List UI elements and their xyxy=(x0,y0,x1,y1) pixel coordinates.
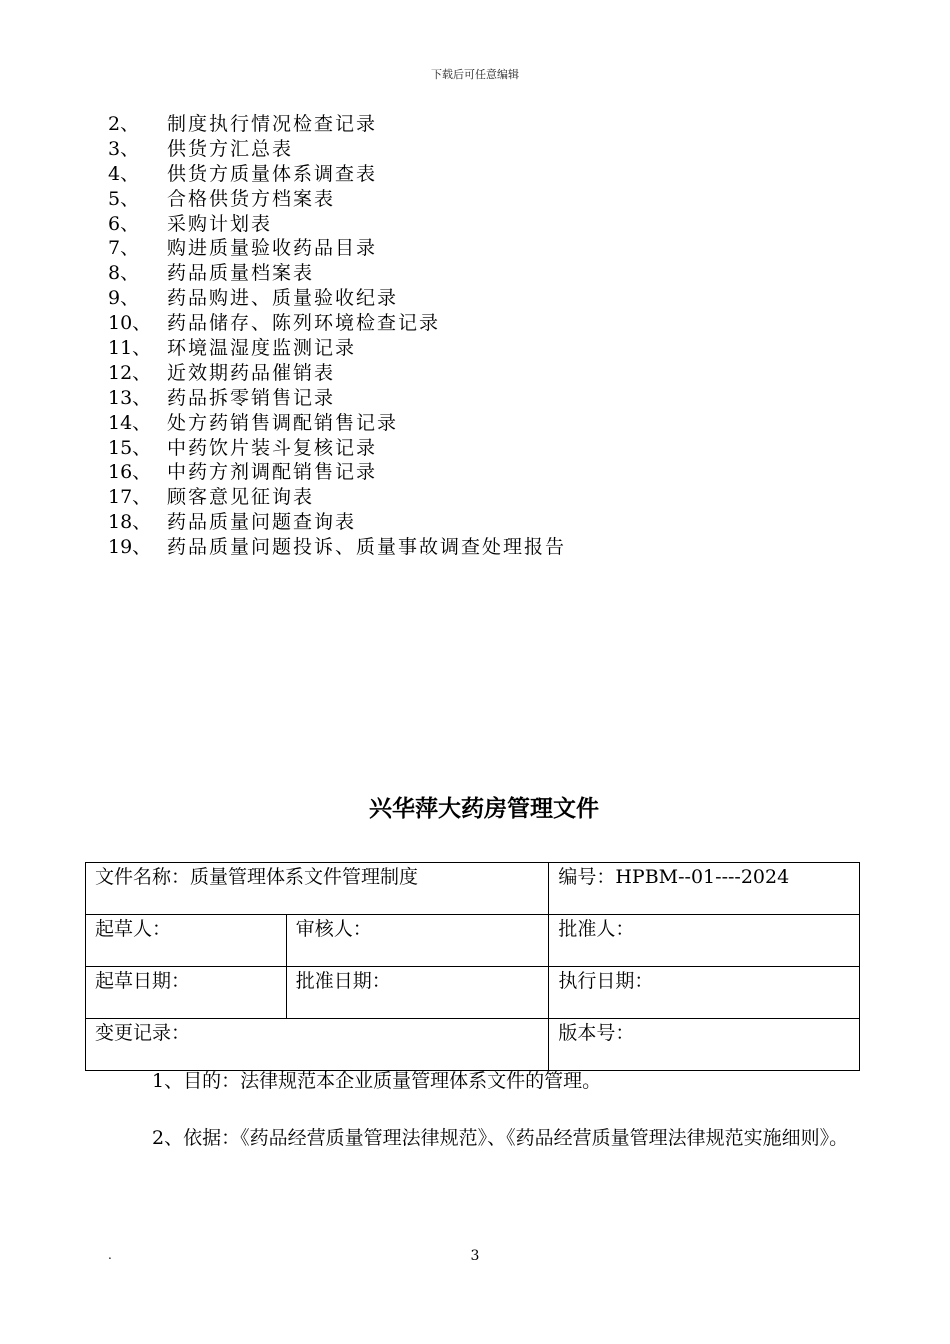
list-item-number: 9、 xyxy=(108,287,140,310)
drafter-cell: 起草人： xyxy=(86,915,287,967)
list-item-number: 14、 xyxy=(108,411,152,434)
document-number-cell: 编号：HPBM--01----2024 xyxy=(549,863,860,915)
list-item-number: 2、 xyxy=(108,113,140,135)
list-item xyxy=(108,261,566,286)
records-list xyxy=(108,112,566,560)
footer-dot: . xyxy=(108,1248,112,1262)
list-item-number: 16、 xyxy=(108,461,152,484)
effective-date-cell: 执行日期： xyxy=(549,967,860,1019)
approver-cell: 批准人： xyxy=(549,915,860,967)
list-item-text: 顾客意见征询表 xyxy=(167,486,315,509)
draft-date-cell: 起草日期： xyxy=(86,967,287,1019)
list-item-text: 购进质量验收药品目录 xyxy=(167,237,378,260)
table-row xyxy=(86,1019,860,1071)
basis-paragraph: 2、依据：《药品经营质量管理法律规范》、《药品经营质量管理法律规范实施细则》。 xyxy=(152,1127,849,1149)
table-row xyxy=(86,967,860,1019)
list-item-number: 7、 xyxy=(108,237,140,260)
list-item-text: 近效期药品催销表 xyxy=(167,361,336,384)
list-item-number: 17、 xyxy=(108,486,152,509)
purpose-paragraph: 1、目的：法律规范本企业质量管理体系文件的管理。 xyxy=(152,1070,602,1092)
list-item-number: 11、 xyxy=(108,337,152,360)
list-item-text: 制度执行情况检查记录 xyxy=(167,113,378,135)
list-item xyxy=(108,311,566,336)
list-item xyxy=(108,112,566,137)
header-note: 下载后可任意编辑 xyxy=(431,68,519,81)
list-item-text: 供货方质量体系调查表 xyxy=(167,162,378,185)
list-item-number: 18、 xyxy=(108,511,152,534)
list-item xyxy=(108,535,566,560)
list-item xyxy=(108,485,566,510)
list-item xyxy=(108,187,566,212)
list-item-number: 5、 xyxy=(108,187,140,210)
list-item xyxy=(108,162,566,187)
list-item-number: 15、 xyxy=(108,436,152,459)
reviewer-cell: 审核人： xyxy=(286,915,549,967)
list-item-text: 中药方剂调配销售记录 xyxy=(167,461,378,484)
list-item-text: 合格供货方档案表 xyxy=(167,187,336,210)
list-item xyxy=(108,386,566,411)
list-item-number: 4、 xyxy=(108,162,140,185)
page-number: 3 xyxy=(470,1248,480,1264)
approve-date-cell: 批准日期： xyxy=(286,967,549,1019)
change-record-cell: 变更记录： xyxy=(86,1019,549,1071)
list-item xyxy=(108,137,566,162)
list-item-text: 药品储存、陈列环境检查记录 xyxy=(167,312,441,335)
list-item-number: 3、 xyxy=(108,137,140,160)
list-item xyxy=(108,361,566,386)
list-item-number: 6、 xyxy=(108,212,140,235)
list-item xyxy=(108,510,566,535)
list-item-text: 药品质量问题查询表 xyxy=(167,511,357,534)
file-name-cell: 文件名称：质量管理体系文件管理制度 xyxy=(86,863,549,915)
list-item-number: 12、 xyxy=(108,361,152,384)
table-row xyxy=(86,863,860,915)
list-item xyxy=(108,286,566,311)
list-item-text: 环境温湿度监测记录 xyxy=(167,337,357,360)
list-item-text: 药品质量问题投诉、质量事故调查处理报告 xyxy=(167,536,567,559)
list-item-text: 处方药销售调配销售记录 xyxy=(167,411,399,434)
list-item-text: 药品购进、质量验收纪录 xyxy=(167,287,399,310)
list-item xyxy=(108,436,566,461)
document-title: 兴华萍大药房管理文件 xyxy=(369,796,599,822)
list-item xyxy=(108,336,566,361)
list-item-text: 药品拆零销售记录 xyxy=(167,386,336,409)
list-item-text: 供货方汇总表 xyxy=(167,137,294,160)
list-item xyxy=(108,411,566,436)
list-item-number: 13、 xyxy=(108,386,152,409)
document-info-table xyxy=(85,862,860,1071)
list-item-number: 8、 xyxy=(108,262,140,285)
list-item-text: 采购计划表 xyxy=(167,212,273,235)
list-item-number: 10、 xyxy=(108,312,152,335)
list-item-text: 中药饮片装斗复核记录 xyxy=(167,436,378,459)
list-item xyxy=(108,460,566,485)
list-item xyxy=(108,212,566,237)
list-item-number: 19、 xyxy=(108,536,152,559)
version-cell: 版本号： xyxy=(549,1019,860,1071)
list-item-text: 药品质量档案表 xyxy=(167,262,315,285)
list-item xyxy=(108,236,566,261)
table-row xyxy=(86,915,860,967)
